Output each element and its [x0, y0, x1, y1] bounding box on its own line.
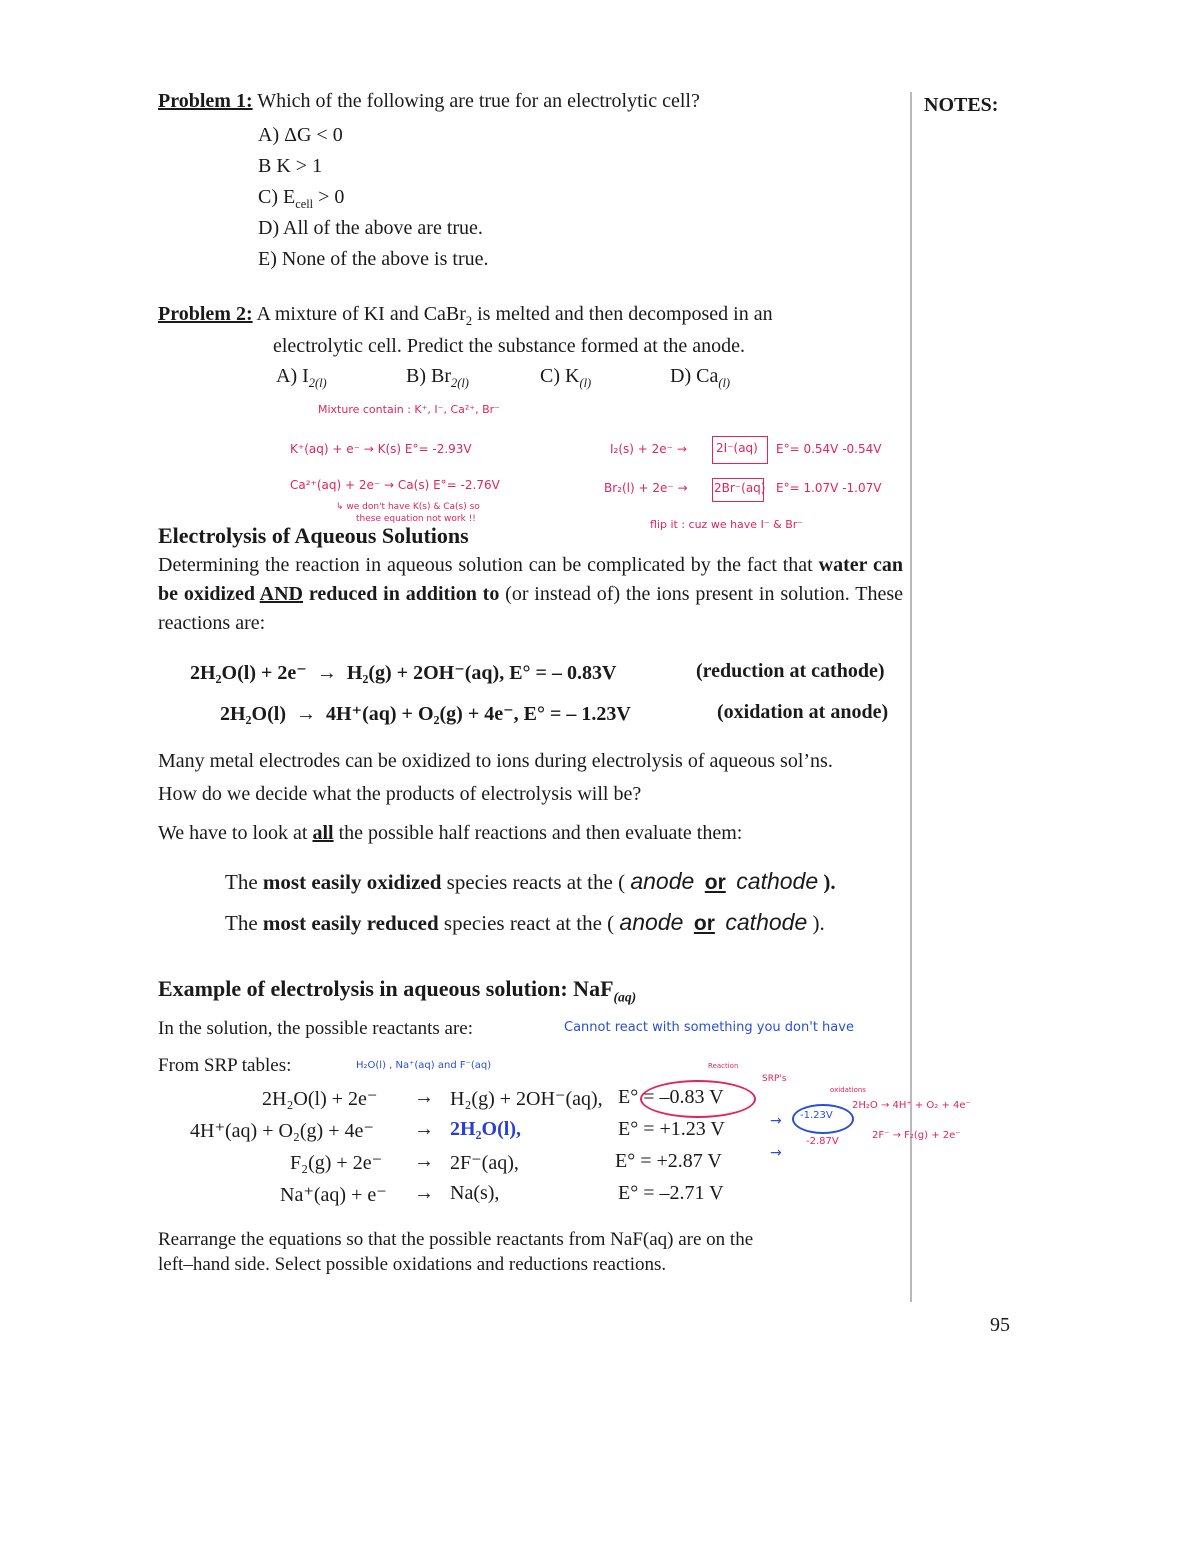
- example-row-3-rhs: 2F⁻(aq),: [450, 1152, 519, 1174]
- problem1-option-b: B K > 1: [258, 155, 323, 177]
- example-row-1-e: E° = –0.83 V: [618, 1086, 724, 1108]
- example-row-3-lhs: F₂(g) + 2e⁻: [290, 1152, 383, 1174]
- notes-label: NOTES:: [924, 94, 999, 116]
- arrow-icon: →: [414, 1118, 434, 1140]
- example-row-1-rhs: H₂(g) + 2OH⁻(aq),: [450, 1088, 603, 1110]
- example-rearrange-1: Rearrange the equations so that the possible reactants from NaF(aq) are on the: [158, 1229, 754, 1250]
- handwritten-flip: flip it : cuz we have I⁻ & Br⁻: [650, 518, 804, 531]
- problem2-header: [158, 303, 773, 329]
- handwritten-ca-reaction: Ca²⁺(aq) + 2e⁻ → Ca(s) E°= -2.76V: [290, 478, 500, 492]
- problem2-option-b: B) $Br_{2(l)}$: [406, 365, 469, 390]
- electrolysis-how: How do we decide what the products of electrolysis will be?: [158, 783, 642, 805]
- example-row-3-arrow: [414, 1150, 434, 1173]
- handwritten-no-work: these equation not work !!: [356, 514, 476, 524]
- handwritten-cannot-react: Cannot react with something you don't have: [564, 1020, 854, 1035]
- example-row-3-e: E° = +2.87 V: [615, 1150, 722, 1172]
- handwritten-oxidations-label: oxidations: [830, 1086, 866, 1094]
- example-row-1-arrow: [414, 1086, 434, 1109]
- example-row-4-arrow: [414, 1182, 434, 1205]
- example-row-2-arrow: [414, 1118, 434, 1141]
- handwritten-reaction-label: Reaction: [708, 1062, 739, 1070]
- handwritten-circle-083: [640, 1080, 756, 1118]
- handwritten-arrow-2: →: [770, 1145, 782, 1161]
- problem1-option-a: A) ΔG < 0: [258, 124, 343, 146]
- example-heading: Example of electrolysis in aqueous solution: NaF$_{(aq)}$: [158, 976, 637, 1005]
- electrolysis-eq2: 2H₂O(l) → 4H⁺(aq) + O₂(g) + 4e⁻, E° = – 1.23V: [220, 703, 631, 725]
- problem2-label: Problem 2:: [158, 303, 253, 325]
- handwritten-br-reaction-right: E°= 1.07V -1.07V: [776, 481, 882, 495]
- electrolysis-heading: Electrolysis of Aqueous Solutions: [158, 523, 469, 548]
- electrolysis-eq1-note: (reduction at cathode): [696, 660, 885, 682]
- handwritten-arrow-1: →: [770, 1113, 782, 1129]
- handwritten-minus-123: -1.23V: [800, 1110, 833, 1121]
- electrolysis-eq2-note: (oxidation at anode): [717, 701, 889, 723]
- handwritten-no-solid: ↳ we don't have K(s) & Ca(s) so: [336, 502, 480, 512]
- problem2-option-a: A) $I_{2(l)}$: [276, 365, 327, 390]
- handwritten-water-ox: 2H₂O → 4H⁺ + O₂ + 4e⁻: [852, 1100, 971, 1111]
- problem1-question: Which of the following are true for an electrolytic cell?: [257, 90, 700, 112]
- example-rearrange-2: left–hand side. Select possible oxidations and reductions reactions.: [158, 1254, 667, 1275]
- handwritten-srp-label: SRP's: [762, 1074, 787, 1084]
- electrolysis-look: We have to look at all the possible half reactions and then evaluate them:: [158, 822, 743, 844]
- problem2-line2: electrolytic cell. Predict the substance formed at the anode.: [273, 335, 746, 357]
- example-row-1-lhs: 2H₂O(l) + 2e⁻: [262, 1088, 378, 1110]
- arrow-icon: →: [414, 1086, 434, 1108]
- example-srp-label: From SRP tables:: [158, 1055, 292, 1076]
- example-row-4-lhs: Na⁺(aq) + e⁻: [280, 1184, 387, 1206]
- problem1-header: [158, 90, 700, 113]
- handwritten-fluoride-ox: 2F⁻ → F₂(g) + 2e⁻: [872, 1130, 961, 1141]
- problem1-option-c: C) $E_{cell} > 0$: [258, 186, 345, 211]
- example-row-2-lhs: 4H⁺(aq) + O₂(g) + 4e⁻: [190, 1120, 374, 1142]
- notes-column-divider: [910, 92, 912, 1302]
- arrow-icon: →: [414, 1182, 434, 1204]
- problem2-line1: A mixture of KI and CaBr$_2$ is melted and then decomposed in an: [256, 303, 773, 328]
- electrolysis-reduced-rule: The most easily reduced species react at the ( anode or cathode ).: [225, 909, 825, 935]
- handwritten-mixture: Mixture contain : K⁺, I⁻, Ca²⁺, Br⁻: [318, 403, 500, 416]
- handwritten-k-reaction: K⁺(aq) + e⁻ → K(s) E°= -2.93V: [290, 442, 472, 456]
- problem1-option-d: D) All of the above are true.: [258, 217, 483, 239]
- example-row-2-e: E° = +1.23 V: [618, 1118, 725, 1140]
- electrolysis-oxidized-rule: The most easily oxidized species reacts at the ( anode or cathode ).: [225, 868, 836, 894]
- handwritten-species: H₂O(l) , Na⁺(aq) and F⁻(aq): [356, 1060, 492, 1071]
- arrow-icon: →: [296, 703, 316, 725]
- handwritten-minus-287: -2.87V: [806, 1136, 839, 1147]
- problem1-label: Problem 1:: [158, 90, 253, 112]
- handwritten-i-reaction-left: I₂(s) + 2e⁻ →: [610, 442, 687, 456]
- arrow-icon: →: [414, 1150, 434, 1172]
- problem2-option-d: D) $Ca_{(l)}$: [670, 365, 731, 390]
- electrolysis-many: Many metal electrodes can be oxidized to ions during electrolysis of aqueous sol’ns.: [158, 750, 833, 772]
- handwritten-br-box-text: 2Br⁻(aq): [714, 481, 766, 495]
- electrolysis-eq1: 2H₂O(l) + 2e⁻ → H₂(g) + 2OH⁻(aq), E° = – 0.83V: [190, 662, 617, 684]
- electrolysis-intro: Determining the reaction in aqueous solution can be complicated by the fact that water can be oxidized AND reduced in addition to (or instead of) the ions present in solution. These reactions are:: [158, 554, 903, 634]
- example-row-4-rhs: Na(s),: [450, 1182, 500, 1204]
- page-number: 95: [990, 1314, 1010, 1336]
- handwritten-br-reaction-left: Br₂(l) + 2e⁻ →: [604, 481, 688, 495]
- problem2-option-c: C) $K_{(l)}$: [540, 365, 592, 390]
- arrow-icon: →: [316, 662, 337, 684]
- example-row-4-e: E° = –2.71 V: [618, 1182, 724, 1204]
- example-row-2-rhs: 2H₂O(l),: [450, 1118, 521, 1140]
- problem1-option-e: E) None of the above is true.: [258, 248, 489, 270]
- handwritten-i-reaction-right: E°= 0.54V -0.54V: [776, 442, 882, 456]
- example-reactants: In the solution, the possible reactants are:: [158, 1018, 473, 1039]
- handwritten-i-box-text: 2I⁻(aq): [716, 441, 758, 455]
